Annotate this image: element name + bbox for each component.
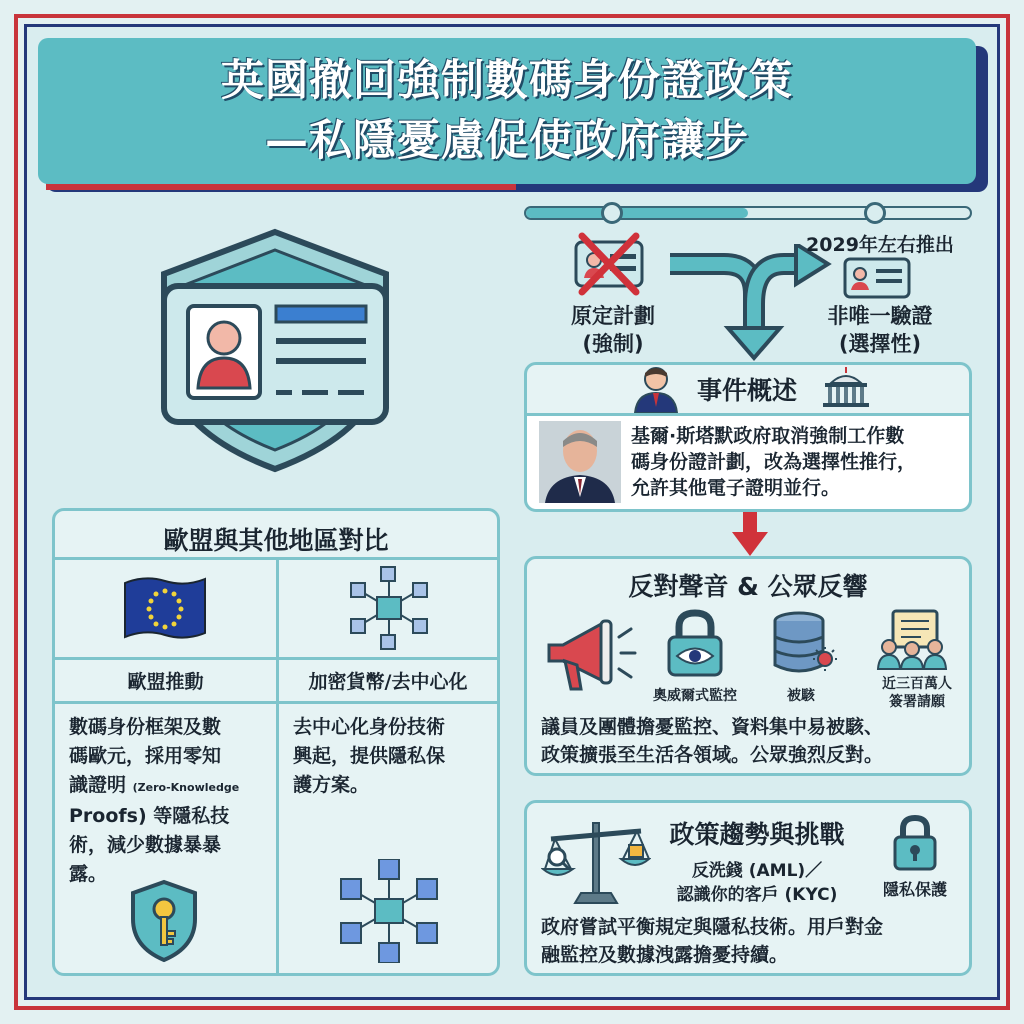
comparison-card (52, 508, 500, 976)
petition-crowd-icon (875, 607, 949, 671)
overview-text (631, 423, 967, 501)
eu-column-header: 歐盟推動 (127, 671, 204, 693)
eu-text-line-1: 數碼身份框架及數 (69, 716, 222, 738)
crypto-text-line-1: 去中心化身份技術 (293, 716, 446, 738)
shield-id-card-icon (150, 228, 400, 473)
opposition-card (524, 556, 972, 776)
eu-text-line-3: 識證明 (Zero-Knowledge (69, 774, 240, 796)
privacy-label: 隱私保護 (882, 880, 947, 899)
trends-text-line-2: 融監控及數據洩露擔憂持續。 (541, 944, 789, 966)
comparison-title: 歐盟與其他地區對比 (163, 526, 389, 555)
comparison-header-divider-top (55, 657, 497, 660)
blockchain-network-icon (349, 565, 429, 651)
petition-caption-line-2: 簽署請願 (889, 694, 945, 710)
hacked-caption: 被駭 (787, 688, 815, 704)
opposition-title: 反對聲音 & 公眾反響 (628, 572, 868, 601)
timeline-dot-end (864, 202, 886, 224)
trends-card (524, 800, 972, 976)
new-plan-mode: (選擇性) (838, 332, 922, 356)
trends-text-line-1: 政府嘗試平衡規定與隱私技術。用戶對金 (541, 916, 884, 938)
overview-text-line-2: 碼身份證計劃，改為選擇性推行， (631, 451, 917, 473)
eu-text-line-6: 露。 (69, 863, 108, 885)
aml-label: 反洗錢 (AML)／ (691, 861, 823, 881)
new-plan-label: 非唯一驗證 (827, 304, 933, 328)
launch-date-label: 2029年左右推出 (806, 234, 954, 256)
key-shield-icon (129, 879, 199, 963)
aml-kyc-label (647, 859, 867, 907)
comparison-header-divider-bottom (55, 701, 497, 704)
overview-text-line-1: 基爾·斯塔默政府取消強制工作數 (631, 425, 905, 447)
title-line-2: —私隱憂慮促使政府讓步 (265, 116, 749, 166)
timeline-progress (526, 208, 748, 218)
parliament-building-icon (819, 365, 873, 409)
opposition-text-line-1: 議員及團體擔憂監控、資料集中易被駭、 (541, 716, 884, 738)
decentralized-network-icon (339, 859, 439, 963)
petition-caption-line-1: 近三百萬人 (882, 676, 952, 692)
down-arrow-icon (730, 512, 770, 558)
kyc-label: 認識你的客戶 (KYC) (676, 885, 838, 905)
eu-text-line-5: 術，減少數據暴暴 (69, 834, 222, 856)
overview-text-line-3: 允許其他電子證明並行。 (631, 477, 841, 499)
surveillance-caption: 奧威爾式監控 (653, 688, 737, 704)
prime-minister-photo (539, 421, 621, 503)
original-plan-label: 原定計劃 (571, 304, 655, 328)
crypto-text-line-2: 興起，提供隱私保 (293, 745, 446, 767)
timeline-dot-start (601, 202, 623, 224)
privacy-padlock-icon (891, 815, 939, 871)
overview-title: 事件概述 (696, 376, 797, 405)
crossed-id-card-icon (572, 232, 646, 296)
title-banner (38, 38, 976, 184)
title-line-1: 英國撤回強制數碼身份證政策 (221, 56, 793, 106)
eu-column-text (69, 713, 269, 889)
overview-card (524, 362, 972, 512)
trends-title: 政策趨勢與挑戰 (669, 820, 845, 849)
hacked-database-icon (771, 611, 841, 679)
eye-padlock-icon (665, 609, 725, 679)
eu-text-line-4: Proofs) 等隱私技 (69, 805, 230, 827)
crypto-column-text (293, 713, 493, 800)
megaphone-icon (541, 615, 637, 699)
opposition-text-line-2: 政策擴張至生活各領域。公眾強烈反對。 (541, 744, 884, 766)
original-plan-mode: (強制) (582, 332, 644, 356)
comparison-column-divider (276, 557, 279, 973)
eu-text-line-2: 碼歐元，採用零知 (69, 745, 222, 767)
eu-flag-icon (121, 575, 209, 641)
new-id-card-icon (842, 256, 912, 300)
crypto-text-line-3: 護方案。 (293, 774, 370, 796)
crypto-column-header: 加密貨幣/去中心化 (308, 671, 468, 693)
opposition-text (541, 713, 961, 769)
trends-text (541, 913, 965, 969)
